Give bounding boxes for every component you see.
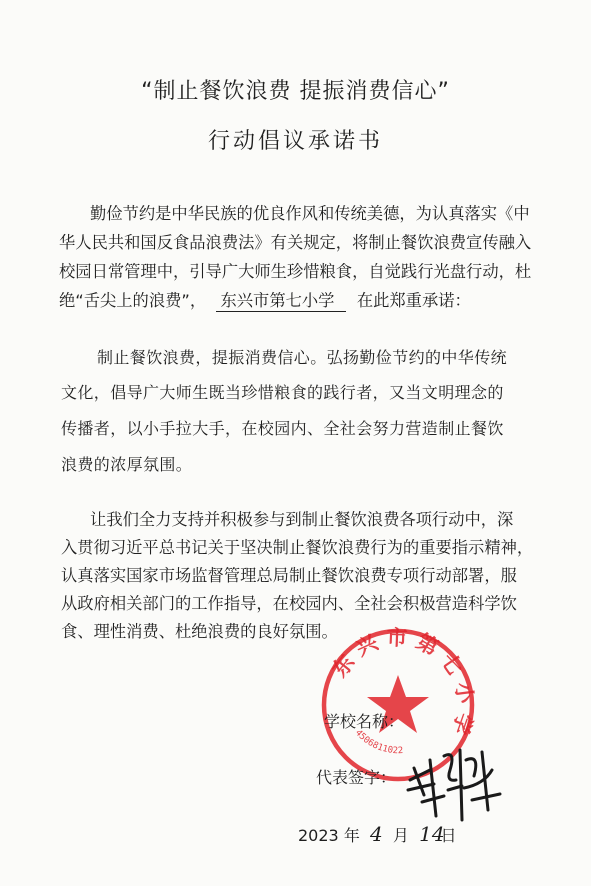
representative-signature-label: 代表签字： [316, 768, 397, 787]
paragraph-1-line: 勤俭节约是中华民族的优良作风和传统美德，为认真落实《中 [90, 204, 530, 223]
paragraph-3-line: 食、理性消费、杜绝浪费的良好氛围。 [61, 622, 338, 641]
school-name-fill: 东兴市第七小学 [216, 291, 346, 312]
school-name-label: 学校名称： [324, 712, 405, 731]
paragraph-3-line: 从政府相关部门的工作指导，在校园内、全社会积极营造科学饮 [61, 594, 517, 613]
paragraph-2-line: 文化，倡导广大师生既当珍惜粮食的践行者，又当文明理念的 [61, 383, 504, 402]
seal-number: 4506811022 [352, 728, 404, 757]
svg-text:4506811022 [353, 728, 404, 756]
date-year-unit: 年 [343, 826, 360, 845]
date-day-unit: 日 [440, 826, 457, 845]
paragraph-1-line: 华人民共和国反食品浪费法》有关规定，将制止餐饮浪费宣传融入 [59, 233, 532, 252]
doc-title-line2: 行动倡议承诺书 [207, 129, 383, 154]
pledge-text: 在此郑重承诺： [356, 291, 471, 310]
date-day-handwritten: 14 [419, 822, 445, 846]
seal-text: 东兴市第七小学 [327, 625, 478, 745]
paragraph-3-line: 让我们全力支持并积极参与到制止餐饮浪费各项行动中，深 [90, 510, 514, 529]
paragraph-1-line: 绝“舌尖上的浪费”， [59, 291, 207, 310]
paragraph-2-line: 浪费的浓厚氛围。 [61, 455, 193, 474]
date-month-unit: 月 [392, 826, 409, 845]
paragraph-3-line: 认真落实国家市场监督管理总局制止餐饮浪费专项行动部署，服 [61, 566, 517, 585]
paragraph-1-last-line [59, 291, 471, 311]
sign-date [298, 824, 457, 846]
handwritten-signature [400, 740, 508, 830]
doc-title-line1: “制止餐饮浪费 提振消费信心” [141, 79, 450, 104]
date-year: 2023 [298, 826, 339, 845]
date-month-handwritten: 4 [370, 822, 383, 846]
paragraph-2-line: 制止餐饮浪费，提振消费信心。弘扬勤俭节约的中华传统 [97, 348, 508, 367]
paragraph-1-line: 校园日常管理中，引导广大师生珍惜粮食，自觉践行光盘行动，杜 [59, 262, 532, 281]
paragraph-2-line: 传播者，以小手拉大手，在校园内、全社会努力营造制止餐饮 [61, 419, 504, 438]
paragraph-3-line: 入贯彻习近平总书记关于坚决制止餐饮浪费行为的重要指示精神， [61, 538, 534, 557]
